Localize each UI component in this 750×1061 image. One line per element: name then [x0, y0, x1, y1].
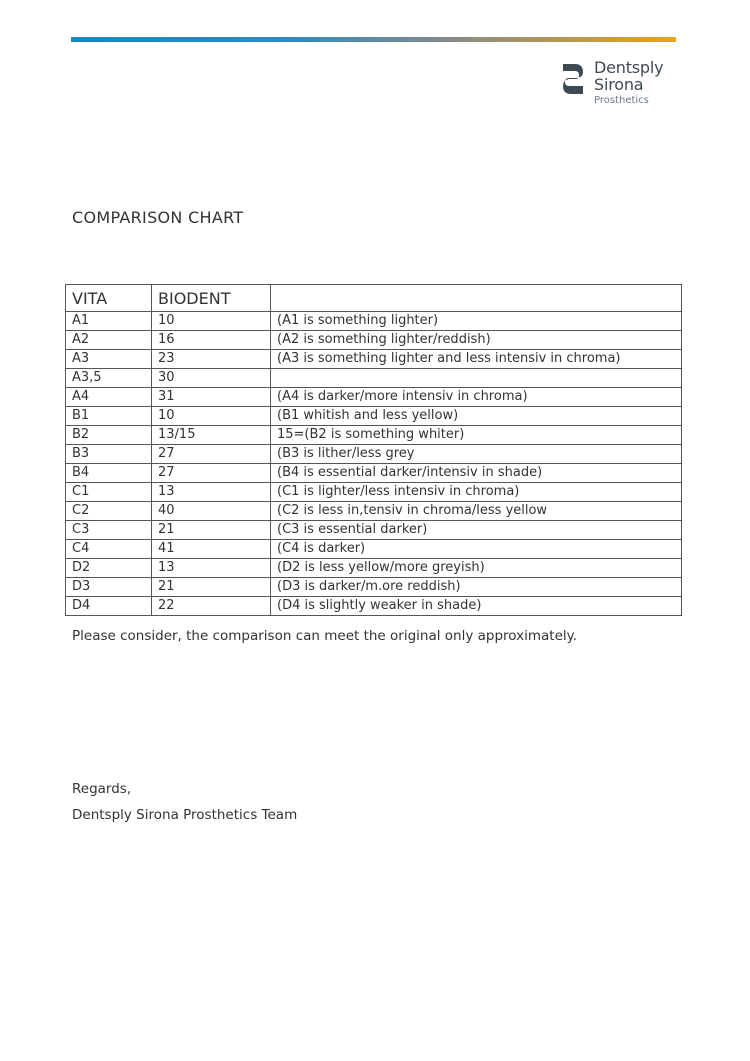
table-row	[66, 540, 682, 559]
cell-biodent: 21	[152, 521, 271, 540]
cell-biodent: 41	[152, 540, 271, 559]
table-row	[66, 445, 682, 464]
cell-biodent: 16	[152, 331, 271, 350]
table-row	[66, 350, 682, 369]
cell-vita: A3	[66, 350, 152, 369]
cell-biodent: 27	[152, 445, 271, 464]
cell-vita: B2	[66, 426, 152, 445]
table-row	[66, 597, 682, 616]
dentsply-sirona-logo-icon	[561, 62, 585, 96]
cell-note: (B4 is essential darker/intensiv in shade)	[271, 464, 682, 483]
header-notes	[271, 285, 682, 312]
table-row	[66, 312, 682, 331]
cell-note: (C1 is lighter/less intensiv in chroma)	[271, 483, 682, 502]
cell-biodent: 13/15	[152, 426, 271, 445]
header-gradient-bar	[71, 37, 676, 42]
logo-text-dentsply: Dentsply	[594, 58, 664, 77]
table-row	[66, 407, 682, 426]
cell-biodent: 40	[152, 502, 271, 521]
cell-vita: A3,5	[66, 369, 152, 388]
cell-biodent: 10	[152, 407, 271, 426]
cell-vita: C4	[66, 540, 152, 559]
document-title: COMPARISON CHART	[72, 208, 244, 227]
cell-biodent: 13	[152, 559, 271, 578]
cell-note: (C3 is essential darker)	[271, 521, 682, 540]
cell-biodent: 13	[152, 483, 271, 502]
cell-vita: A1	[66, 312, 152, 331]
cell-biodent: 22	[152, 597, 271, 616]
cell-biodent: 10	[152, 312, 271, 331]
table-row	[66, 331, 682, 350]
cell-vita: C2	[66, 502, 152, 521]
cell-note: (C2 is less in,tensiv in chroma/less yellow	[271, 502, 682, 521]
cell-biodent: 23	[152, 350, 271, 369]
cell-note: 15=(B2 is something whiter)	[271, 426, 682, 445]
closing-regards: Regards,	[72, 781, 132, 797]
cell-vita: B4	[66, 464, 152, 483]
table-row	[66, 578, 682, 597]
cell-note: (A1 is something lighter)	[271, 312, 682, 331]
cell-vita: C3	[66, 521, 152, 540]
cell-note: (D2 is less yellow/more greyish)	[271, 559, 682, 578]
table-row	[66, 483, 682, 502]
table-row	[66, 464, 682, 483]
company-logo	[561, 60, 681, 112]
cell-vita: D4	[66, 597, 152, 616]
cell-biodent: 30	[152, 369, 271, 388]
cell-note: (C4 is darker)	[271, 540, 682, 559]
cell-note: (D4 is slightly weaker in shade)	[271, 597, 682, 616]
cell-note: (A2 is something lighter/reddish)	[271, 331, 682, 350]
logo-text-prosthetics: Prosthetics	[594, 95, 649, 106]
cell-vita: B3	[66, 445, 152, 464]
cell-note: (B3 is lither/less grey	[271, 445, 682, 464]
cell-vita: A2	[66, 331, 152, 350]
cell-note: (A4 is darker/more intensiv in chroma)	[271, 388, 682, 407]
cell-note: (D3 is darker/m.ore reddish)	[271, 578, 682, 597]
cell-note	[271, 369, 682, 388]
cell-vita: C1	[66, 483, 152, 502]
table-row	[66, 388, 682, 407]
cell-biodent: 31	[152, 388, 271, 407]
table-row	[66, 426, 682, 445]
cell-biodent: 21	[152, 578, 271, 597]
table-row	[66, 521, 682, 540]
cell-vita: D2	[66, 559, 152, 578]
cell-vita: B1	[66, 407, 152, 426]
comparison-table	[65, 284, 682, 616]
header-biodent: BIODENT	[152, 285, 271, 312]
cell-note: (B1 whitish and less yellow)	[271, 407, 682, 426]
cell-vita: D3	[66, 578, 152, 597]
signature-team: Dentsply Sirona Prosthetics Team	[72, 807, 298, 823]
cell-vita: A4	[66, 388, 152, 407]
table-row	[66, 369, 682, 388]
disclaimer-note: Please consider, the comparison can meet the original only approximately.	[72, 628, 578, 644]
logo-text-sirona: Sirona	[594, 75, 644, 94]
cell-biodent: 27	[152, 464, 271, 483]
table-row	[66, 559, 682, 578]
cell-note: (A3 is something lighter and less intensiv in chroma)	[271, 350, 682, 369]
header-vita: VITA	[66, 285, 152, 312]
table-row	[66, 502, 682, 521]
table-header-row	[66, 285, 682, 312]
